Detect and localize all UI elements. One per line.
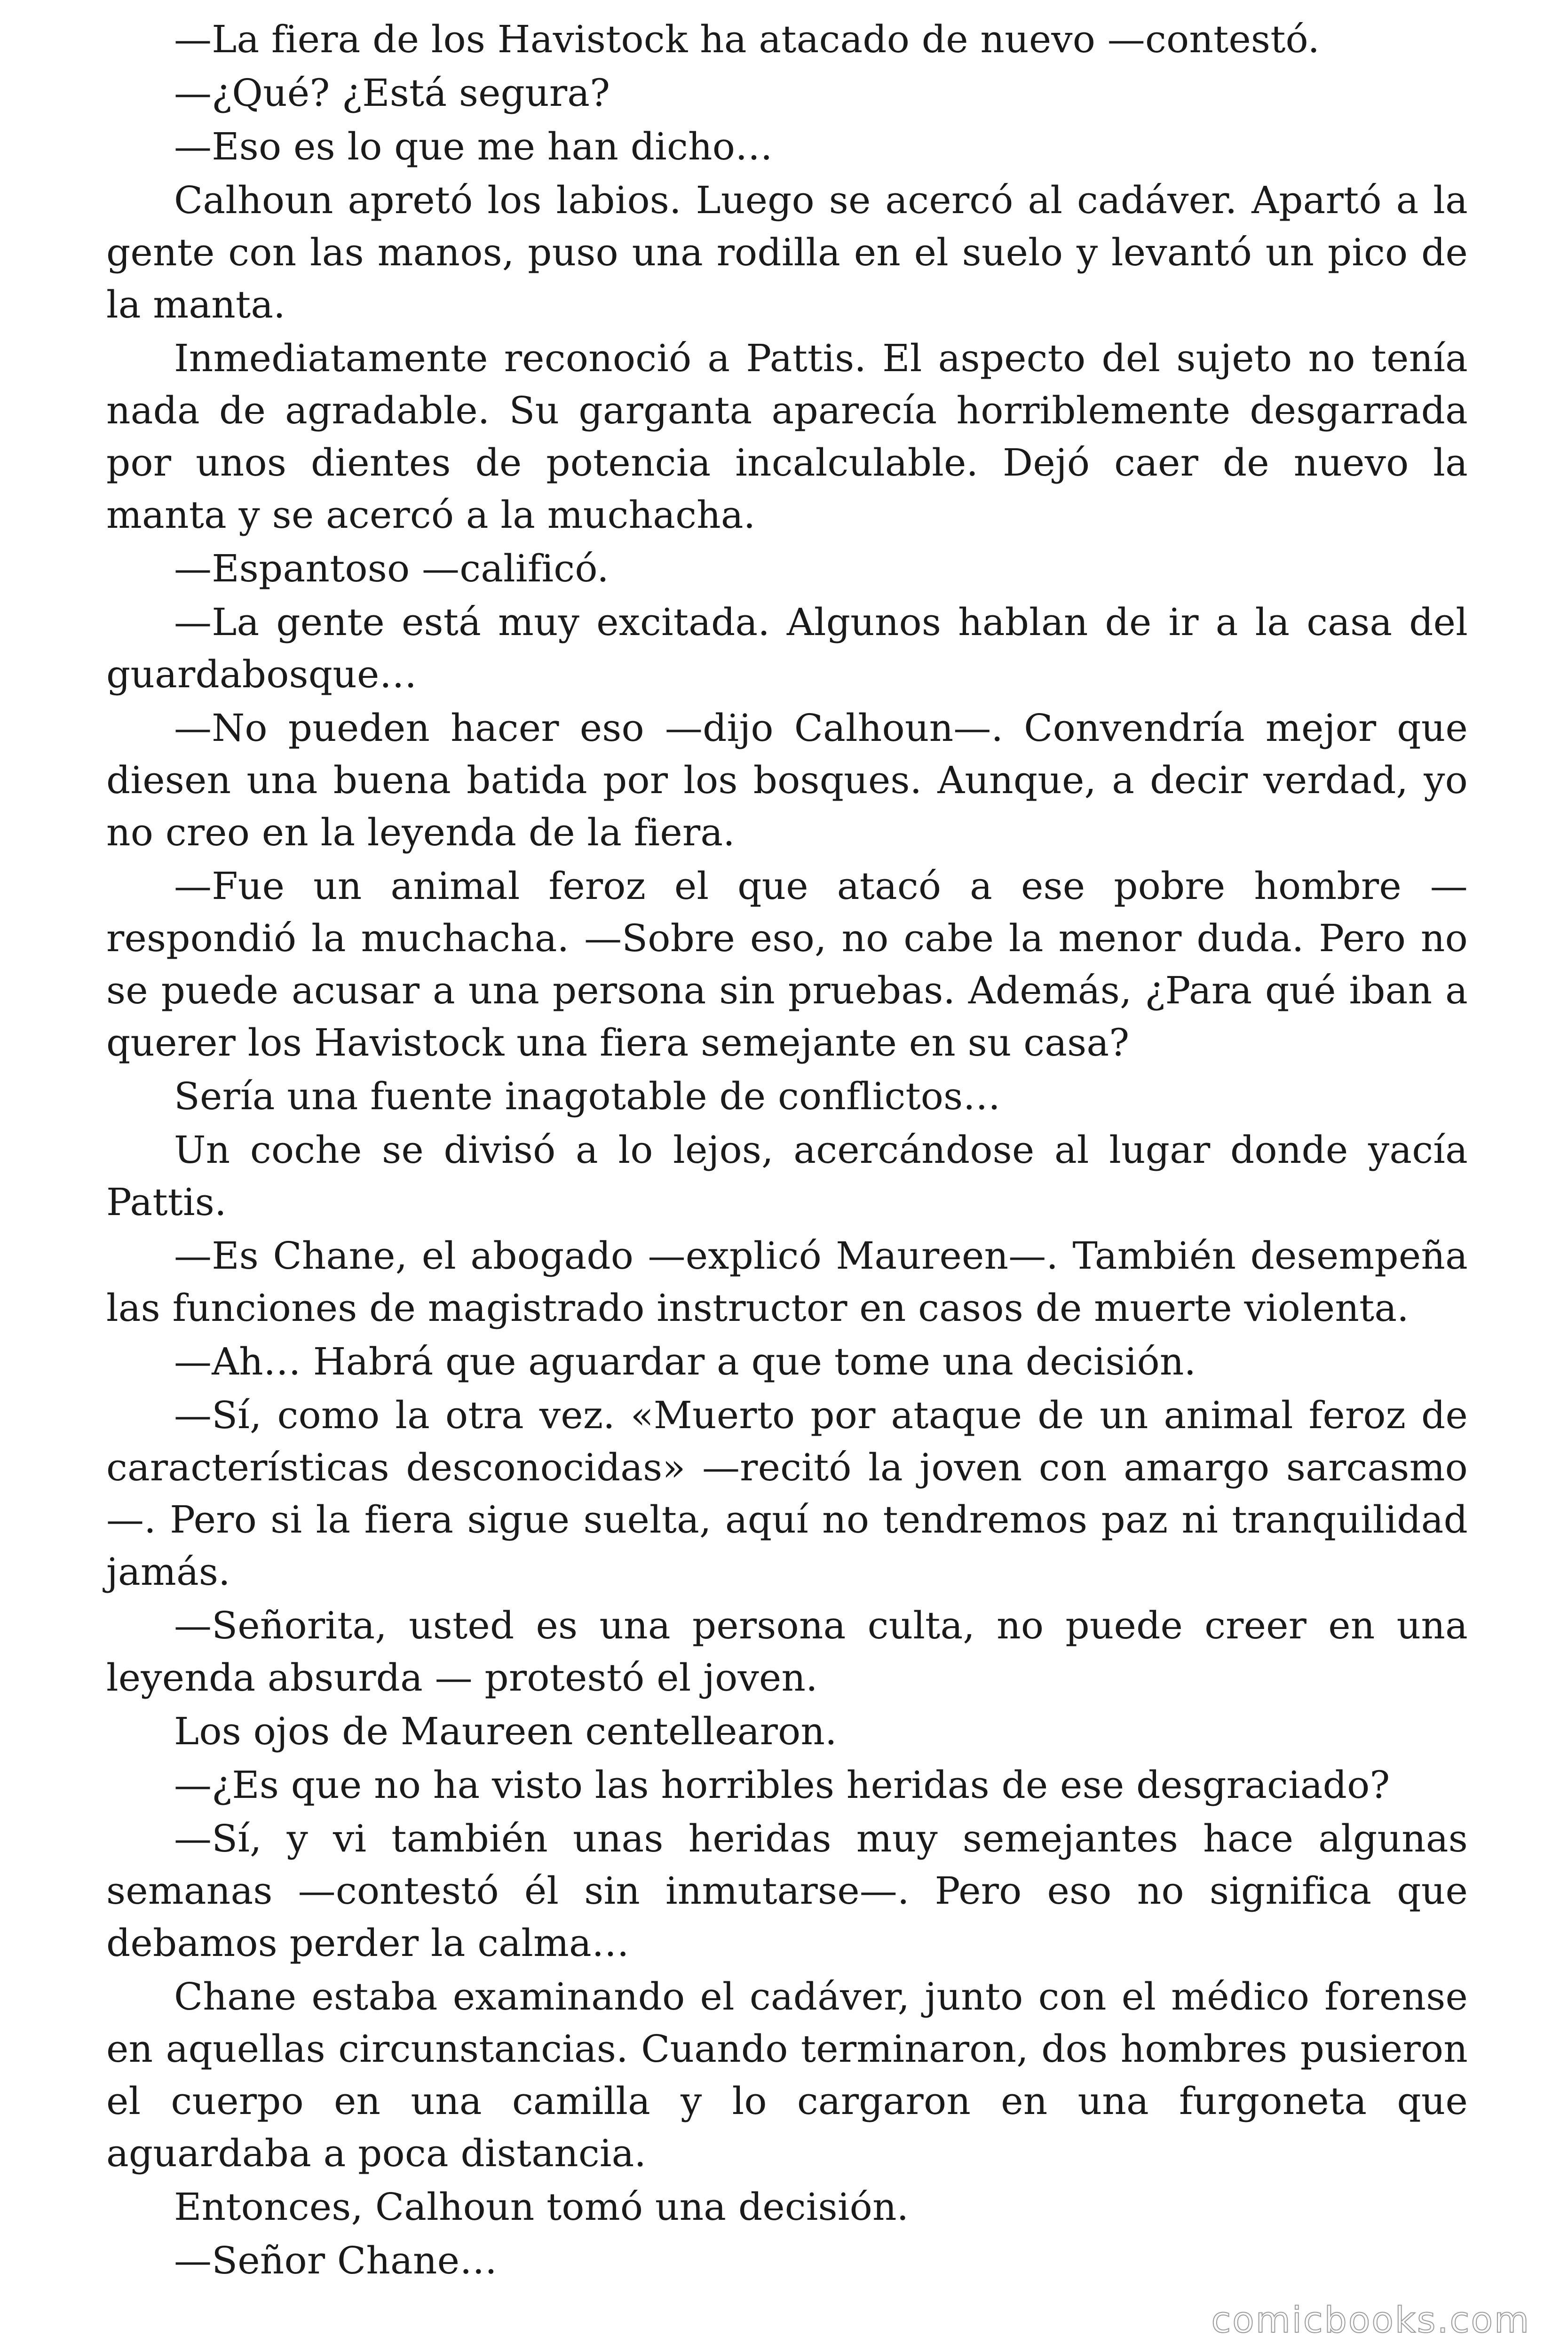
paragraph: —La gente está muy excitada. Algunos hablan de ir a la casa del guardabosque…	[106, 600, 1468, 696]
paragraph: —Sí, y vi también unas heridas muy semejantes hace algunas semanas —contestó él sin inmutarse—. Pero eso no significa que debamos perder la calma…	[106, 1817, 1468, 1965]
paragraph: —La fiera de los Havistock ha atacado de nuevo —contestó.	[174, 17, 1320, 61]
paragraph: —¿Es que no ha visto las horribles heridas de ese desgraciado?	[174, 1763, 1390, 1807]
paragraph: —¿Qué? ¿Está segura?	[174, 71, 610, 115]
paragraph: Un coche se divisó a lo lejos, acercándose al lugar donde yacía Pattis.	[106, 1128, 1468, 1224]
paragraph: —Sí, como la otra vez. «Muerto por ataque de un animal feroz de características desconocidas» —recitó la joven con amargo sarcasmo —. Pero si la fiera sigue suelta, aquí no tendremos paz ni tranquilidad jamás.	[106, 1393, 1468, 1594]
paragraph: —Eso es lo que me han dicho…	[174, 125, 773, 168]
paragraph: Calhoun apretó los labios. Luego se acercó al cadáver. Apartó a la gente con las manos, puso una rodilla en el suelo y levantó un pico de la manta.	[106, 178, 1468, 326]
paragraph: Los ojos de Maureen centellearon.	[174, 1709, 837, 1753]
paragraph: —No pueden hacer eso —dijo Calhoun—. Convendría mejor que diesen una buena batida por los bosques. Aunque, a decir verdad, yo no creo en la leyenda de la fiera.	[106, 706, 1468, 854]
book-page-body	[106, 13, 1468, 2288]
paragraph: Entonces, Calhoun tomó una decisión.	[174, 2185, 909, 2229]
paragraph: Sería una fuente inagotable de conflictos…	[174, 1074, 1001, 1118]
paragraph: —Ah… Habrá que aguardar a que tome una decisión.	[174, 1340, 1196, 1383]
paragraph: Inmediatamente reconoció a Pattis. El aspecto del sujeto no tenía nada de agradable. Su garganta aparecía horriblemente desgarrada por unos dientes de potencia incalculable. Dejó caer de nuevo la manta y se acercó a la muchacha.	[106, 336, 1468, 537]
paragraph: —Espantoso —calificó.	[174, 547, 609, 590]
site-watermark: comicbooks.com	[1211, 2299, 1530, 2341]
paragraph: —Señor Chane…	[174, 2239, 498, 2282]
paragraph: —Fue un animal feroz el que atacó a ese pobre hombre — respondió la muchacha. —Sobre eso, no cabe la menor duda. Pero no se puede acusar a una persona sin pruebas. Además, ¿Para qué iban a querer los Havistock una fiera semejante en su casa?	[106, 864, 1468, 1065]
paragraph: Chane estaba examinando el cadáver, junto con el médico forense en aquellas circunstancias. Cuando terminaron, dos hombres pusieron el cuerpo en una camilla y lo cargaron en una furgoneta que aguardaba a poca distancia.	[106, 1975, 1468, 2175]
paragraph: —Es Chane, el abogado —explicó Maureen—. También desempeña las funciones de magistrado instructor en casos de muerte violenta.	[106, 1234, 1468, 1330]
paragraph: —Señorita, usted es una persona culta, no puede creer en una leyenda absurda — protestó el joven.	[106, 1604, 1468, 1700]
